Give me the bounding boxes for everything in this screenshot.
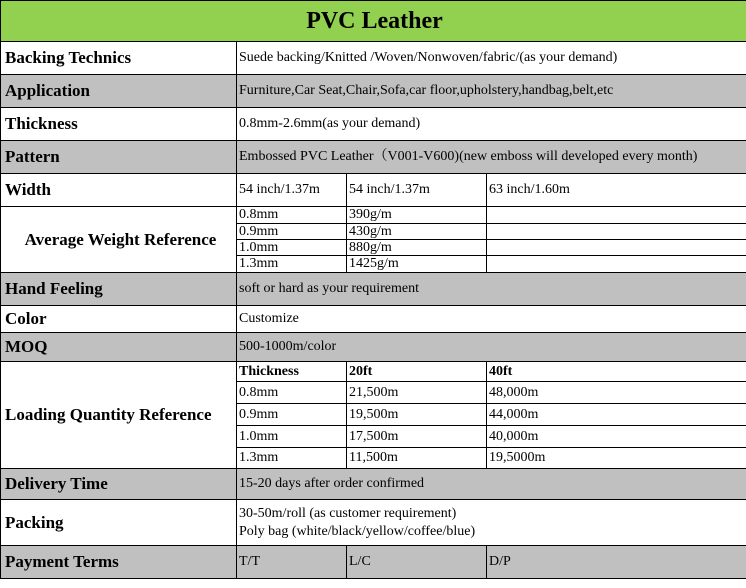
loading-header-40ft: 40ft <box>487 362 746 382</box>
color-label: Color <box>1 306 237 333</box>
loading-row-4-thickness: 1.3mm <box>237 448 347 469</box>
loading-row-1-thickness: 0.8mm <box>237 382 347 404</box>
weight-thickness-2: 0.9mm <box>237 224 347 240</box>
pattern-label: Pattern <box>1 141 237 174</box>
packing-line-1: 30-50m/roll (as customer requirement) <box>239 505 457 521</box>
weight-thickness-4: 1.3mm <box>237 256 347 273</box>
delivery-label: Delivery Time <box>1 469 237 500</box>
loading-row-1-40ft: 48,000m <box>487 382 746 404</box>
weight-thickness-1: 0.8mm <box>237 207 347 224</box>
hand-feeling-value: soft or hard as your requirement <box>237 273 746 306</box>
payment-value-3: D/P <box>487 546 746 579</box>
weight-thickness-3: 1.0mm <box>237 240 347 256</box>
application-label: Application <box>1 75 237 108</box>
width-value-1: 54 inch/1.37m <box>237 174 347 207</box>
width-value-3: 63 inch/1.60m <box>487 174 746 207</box>
loading-row-4-20ft: 11,500m <box>347 448 487 469</box>
payment-value-2: L/C <box>347 546 487 579</box>
page-title: PVC Leather <box>1 1 746 42</box>
backing-value: Suede backing/Knitted /Woven/Nonwoven/fabric/(as your demand) <box>237 42 746 75</box>
thickness-value: 0.8mm-2.6mm(as your demand) <box>237 108 746 141</box>
delivery-value: 15-20 days after order confirmed <box>237 469 746 500</box>
loading-row-1-20ft: 21,500m <box>347 382 487 404</box>
loading-header-20ft: 20ft <box>347 362 487 382</box>
payment-label: Payment Terms <box>1 546 237 579</box>
width-value-2: 54 inch/1.37m <box>347 174 487 207</box>
loading-row-4-40ft: 19,5000m <box>487 448 746 469</box>
weight-value-2: 430g/m <box>347 224 487 240</box>
weight-value-1: 390g/m <box>347 207 487 224</box>
thickness-label: Thickness <box>1 108 237 141</box>
packing-value <box>237 500 746 546</box>
moq-value: 500-1000m/color <box>237 333 746 362</box>
moq-label: MOQ <box>1 333 237 362</box>
backing-label: Backing Technics <box>1 42 237 75</box>
loading-row-3-thickness: 1.0mm <box>237 426 347 448</box>
weight-empty-3 <box>487 240 746 256</box>
payment-value-1: T/T <box>237 546 347 579</box>
loading-row-2-thickness: 0.9mm <box>237 404 347 426</box>
pattern-value: Embossed PVC Leather（V001-V600)(new emboss will developed every month) <box>237 141 746 174</box>
hand-feeling-label: Hand Feeling <box>1 273 237 306</box>
loading-row-2-40ft: 44,000m <box>487 404 746 426</box>
color-value: Customize <box>237 306 746 333</box>
application-value: Furniture,Car Seat,Chair,Sofa,car floor,upholstery,handbag,belt,etc <box>237 75 746 108</box>
loading-row-2-20ft: 19,500m <box>347 404 487 426</box>
packing-line-2: Poly bag (white/black/yellow/coffee/blue) <box>239 523 476 539</box>
loading-row-3-20ft: 17,500m <box>347 426 487 448</box>
width-label: Width <box>1 174 237 207</box>
weight-empty-4 <box>487 256 746 273</box>
loading-row-3-40ft: 40,000m <box>487 426 746 448</box>
loading-header-thickness: Thickness <box>237 362 347 382</box>
weight-value-3: 880g/m <box>347 240 487 256</box>
weight-value-4: 1425g/m <box>347 256 487 273</box>
packing-label: Packing <box>1 500 237 546</box>
weight-empty-2 <box>487 224 746 240</box>
weight-empty-1 <box>487 207 746 224</box>
loading-label: Loading Quantity Reference <box>1 362 237 469</box>
weight-label: Average Weight Reference <box>1 207 237 273</box>
